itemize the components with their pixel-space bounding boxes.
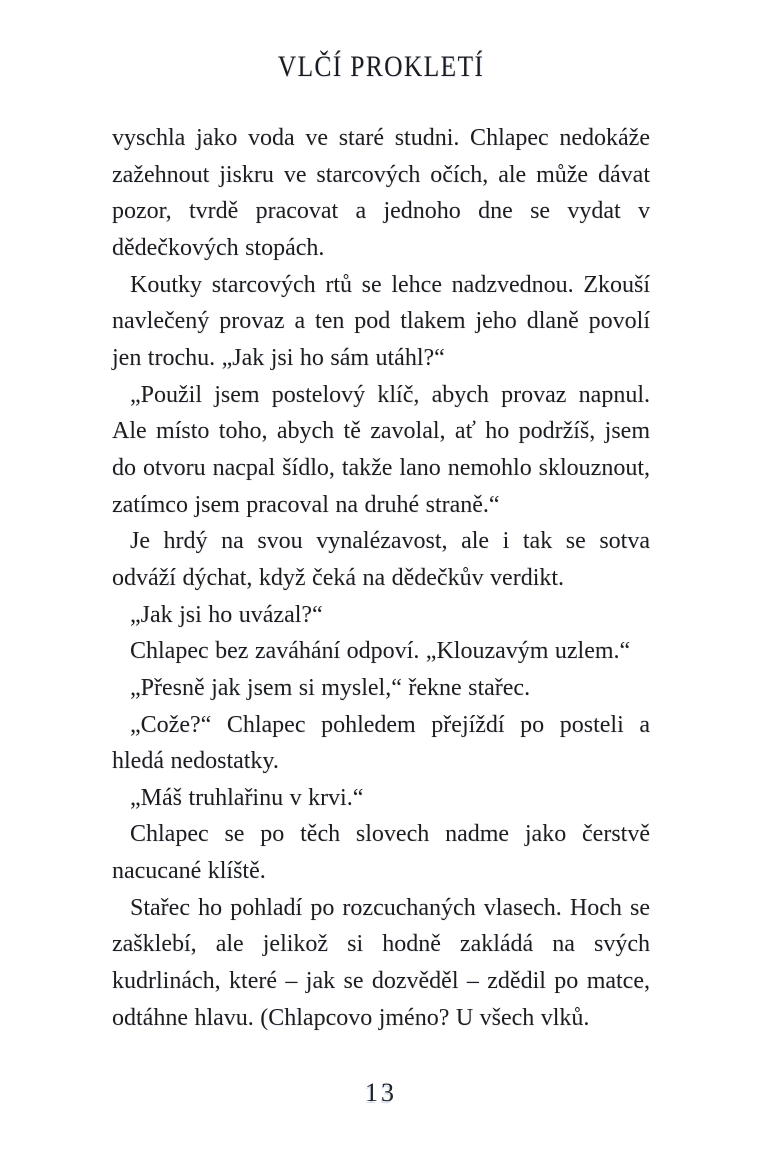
paragraph: vyschla jako voda ve staré studni. Chlapec nedokáže zažehnout jiskru ve starcových očích, ale může dávat pozor, tvrdě pracovat a jednoho dne se vydat v dědečkových stopách. [112, 125, 650, 261]
paragraph: Chlapec se po těch slovech nadme jako čerstvě nacucané klíště. [112, 821, 650, 885]
paragraph: „Použil jsem postelový klíč, abych provaz napnul. Ale místo toho, abych tě zavolal, ať ho podržíš, jsem do otvoru nacpal šídlo, takže lano nemohlo sklouznout, zatímco jsem pracoval na druhé straně.“ [112, 381, 650, 518]
paragraph: „Jak jsi ho uvázal?“ [130, 601, 323, 628]
paragraph: Koutky starcových rtů se lehce nadzvednou. Zkouší navlečený provaz a ten pod tlakem jeho dlaně povolí jen trochu. „Jak jsi ho sám utáhl?“ [112, 271, 650, 371]
body-text [112, 120, 650, 1036]
paragraph: „Cože?“ Chlapec pohledem přejíždí po posteli a hledá nedostatky. [112, 711, 650, 775]
chapter-title: VLČÍ PROKLETÍ [277, 50, 485, 84]
paragraph: „Přesně jak jsem si myslel,“ řekne stařec. [130, 674, 531, 701]
paragraph: Chlapec bez zaváhání odpoví. „Klouzavým uzlem.“ [130, 638, 631, 665]
paragraph: „Máš truhlařinu v krvi.“ [130, 784, 364, 811]
page-number: 13 [365, 1078, 397, 1107]
paragraph: Stařec ho pohladí po rozcuchaných vlasech. Hoch se zašklebí, ale jelikož si hodně zakládá na svých kudrlinách, které – jak se dozvěděl – zdědil po matce, odtáhne hlavu. (Chlapcovo jméno? U všech vlků. [112, 894, 650, 1031]
paragraph: Je hrdý na svou vynalézavost, ale i tak se sotva odváží dýchat, když čeká na dědečkův verdikt. [112, 528, 650, 591]
